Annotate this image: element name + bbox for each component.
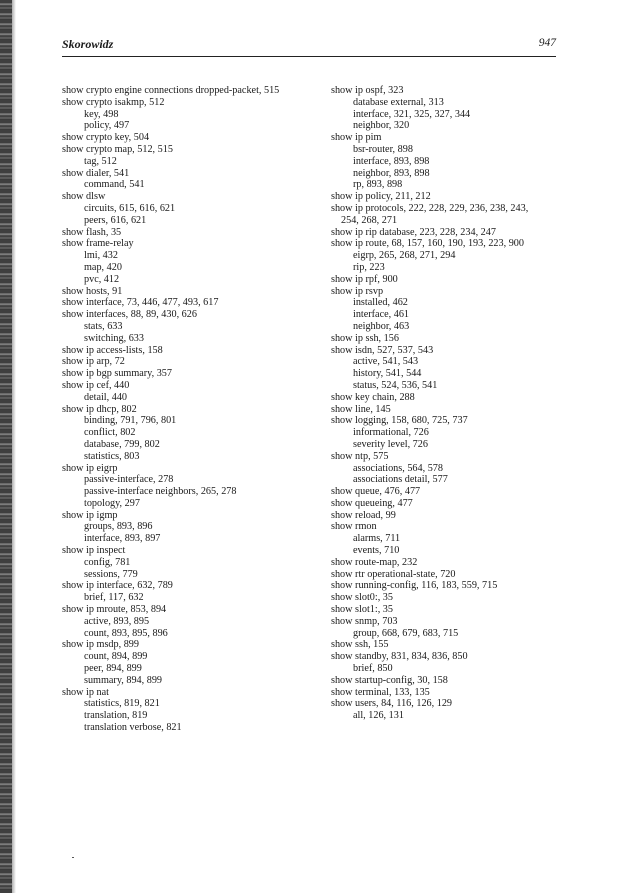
- index-subentry: active, 893, 895: [84, 615, 150, 627]
- index-subentry: rip, 223: [353, 261, 385, 273]
- index-entry: show crypto key, 504: [62, 132, 150, 144]
- page-header: [62, 36, 556, 57]
- index-entry: show ip rip database, 223, 228, 234, 247: [331, 226, 496, 238]
- index-subentry: peers, 616, 621: [84, 214, 147, 226]
- index-subentry: associations detail, 577: [353, 474, 448, 486]
- index-subentry: topology, 297: [84, 497, 140, 509]
- index-entry: show crypto isakmp, 512: [62, 96, 165, 108]
- index-subentry: rp, 893, 898: [353, 179, 403, 191]
- index-subentry: statistics, 819, 821: [84, 698, 160, 710]
- index-entry: show ip igmp: [62, 509, 118, 521]
- index-entry: show frame-relay: [62, 238, 134, 250]
- index-entry: show ip rsvp: [331, 285, 384, 297]
- index-entry-continuation: 254, 268, 271: [341, 214, 398, 226]
- index-entry: show ip bgp summary, 357: [62, 368, 172, 380]
- index-subentry: interface, 893, 897: [84, 533, 161, 545]
- index-subentry: brief, 850: [353, 663, 393, 675]
- index-entry: show ip pim: [331, 132, 382, 144]
- page-number: 947: [538, 37, 556, 49]
- index-entry: show dlsw: [62, 191, 106, 203]
- index-entry: show key chain, 288: [331, 391, 415, 403]
- index-subentry: groups, 893, 896: [84, 521, 153, 533]
- index-subentry: bsr-router, 898: [353, 143, 413, 155]
- index-subentry: sessions, 779: [84, 568, 138, 580]
- index-subentry: associations, 564, 578: [353, 462, 443, 474]
- index-subentry: detail, 440: [84, 391, 128, 403]
- index-entry: show ip arp, 72: [62, 356, 125, 368]
- index-entry: show slot0:, 35: [331, 592, 393, 604]
- index-subentry: installed, 462: [353, 297, 408, 309]
- index-entry: show crypto map, 512, 515: [62, 143, 173, 155]
- index-entry: show ip msdp, 899: [62, 639, 139, 651]
- index-subentry: command, 541: [84, 179, 145, 191]
- index-entry: show ip route, 68, 157, 160, 190, 193, 223, 900: [331, 238, 524, 250]
- index-entry: show ntp, 575: [331, 450, 389, 462]
- index-entry: show ip interface, 632, 789: [62, 580, 173, 592]
- index-entry: show ip inspect: [62, 545, 126, 557]
- index-subentry: translation, 819: [84, 710, 148, 722]
- index-subentry: history, 541, 544: [353, 368, 422, 380]
- index-entry: show snmp, 703: [331, 615, 398, 627]
- index-entry: show ip policy, 211, 212: [331, 191, 431, 203]
- index-subentry: statistics, 803: [84, 450, 140, 462]
- index-entry: show interfaces, 88, 89, 430, 626: [62, 309, 197, 321]
- index-entry: show crypto engine connections dropped-packet, 515: [62, 85, 280, 96]
- index-subentry: neighbor, 893, 898: [353, 167, 430, 179]
- index-subentry: interface, 893, 898: [353, 155, 430, 167]
- index-subentry: neighbor, 463: [353, 320, 410, 332]
- index-entry: show slot1:, 35: [331, 604, 393, 616]
- index-entry: show ip access-lists, 158: [62, 344, 163, 356]
- index-entry: show dialer, 541: [62, 167, 130, 179]
- index-subentry: status, 524, 536, 541: [353, 379, 438, 391]
- index-entry: show flash, 35: [62, 226, 122, 238]
- index-entry: show rmon: [331, 521, 377, 533]
- index-subentry: database external, 313: [353, 96, 444, 108]
- binding-edge-scan: [0, 0, 12, 893]
- index-column-right: [331, 85, 571, 722]
- index-subentry: passive-interface, 278: [84, 474, 174, 486]
- index-subentry: peer, 894, 899: [84, 663, 142, 675]
- index-entry: show rtr operational-state, 720: [331, 568, 456, 580]
- index-subentry: translation verbose, 821: [84, 722, 182, 734]
- index-subentry: active, 541, 543: [353, 356, 419, 368]
- index-entry: show reload, 99: [331, 509, 396, 521]
- index-entry: show hosts, 91: [62, 285, 123, 297]
- index-subentry: summary, 894, 899: [84, 674, 163, 686]
- index-entry: show startup-config, 30, 158: [331, 674, 448, 686]
- index-subentry: key, 498: [84, 108, 119, 120]
- index-entry: show ip eigrp: [62, 462, 118, 474]
- index-subentry: interface, 321, 325, 327, 344: [353, 108, 471, 120]
- index-entry: show interface, 73, 446, 477, 493, 617: [62, 297, 219, 309]
- index-subentry: informational, 726: [353, 427, 429, 439]
- index-entry: show ip dhcp, 802: [62, 403, 137, 415]
- index-entry: show standby, 831, 834, 836, 850: [331, 651, 468, 663]
- index-subentry: switching, 633: [84, 332, 144, 344]
- index-entry: show queueing, 477: [331, 497, 413, 509]
- index-entry: show line, 145: [331, 403, 391, 415]
- index-column-left: [62, 85, 324, 734]
- index-subentry: map, 420: [84, 261, 122, 273]
- index-entry: show ip rpf, 900: [331, 273, 398, 285]
- index-entry: show ssh, 155: [331, 639, 389, 651]
- index-entry: show ip ospf, 323: [331, 85, 404, 96]
- index-subentry: alarms, 711: [353, 533, 401, 545]
- index-entry: show users, 84, 116, 126, 129: [331, 698, 453, 710]
- index-subentry: events, 710: [353, 545, 400, 557]
- index-subentry: count, 894, 899: [84, 651, 148, 663]
- index-subentry: severity level, 726: [353, 438, 428, 450]
- index-subentry: group, 668, 679, 683, 715: [353, 627, 459, 639]
- index-entry: show terminal, 133, 135: [331, 686, 430, 698]
- index-subentry: circuits, 615, 616, 621: [84, 202, 176, 214]
- index-entry: show ip nat: [62, 686, 109, 698]
- index-subentry: tag, 512: [84, 155, 117, 167]
- index-subentry: all, 126, 131: [353, 710, 404, 722]
- index-subentry: binding, 791, 796, 801: [84, 415, 177, 427]
- index-subentry: conflict, 802: [84, 427, 136, 439]
- index-subentry: brief, 117, 632: [84, 592, 144, 604]
- running-head-author: Skorowidz: [62, 37, 114, 51]
- index-entry: show running-config, 116, 183, 559, 715: [331, 580, 498, 592]
- index-entry: show logging, 158, 680, 725, 737: [331, 415, 468, 427]
- index-subentry: lmi, 432: [84, 250, 118, 262]
- index-subentry: config, 781: [84, 556, 131, 568]
- index-entry: show route-map, 232: [331, 556, 418, 568]
- index-subentry: interface, 461: [353, 309, 410, 321]
- index-entry: show ip cef, 440: [62, 379, 130, 391]
- index-entry: show ip mroute, 853, 894: [62, 604, 167, 616]
- index-entry: show ip protocols, 222, 228, 229, 236, 238, 243,: [331, 202, 529, 214]
- index-subentry: count, 893, 895, 896: [84, 627, 168, 639]
- index-subentry: neighbor, 320: [353, 120, 410, 132]
- index-subentry: passive-interface neighbors, 265, 278: [84, 486, 237, 498]
- index-subentry: policy, 497: [84, 120, 130, 132]
- index-subentry: database, 799, 802: [84, 438, 160, 450]
- index-subentry: stats, 633: [84, 320, 123, 332]
- index-entry: show queue, 476, 477: [331, 486, 421, 498]
- index-subentry: eigrp, 265, 268, 271, 294: [353, 250, 456, 262]
- scan-speck: [72, 857, 74, 858]
- index-entry: show ip ssh, 156: [331, 332, 399, 344]
- index-subentry: pvc, 412: [84, 273, 120, 285]
- index-entry: show isdn, 527, 537, 543: [331, 344, 434, 356]
